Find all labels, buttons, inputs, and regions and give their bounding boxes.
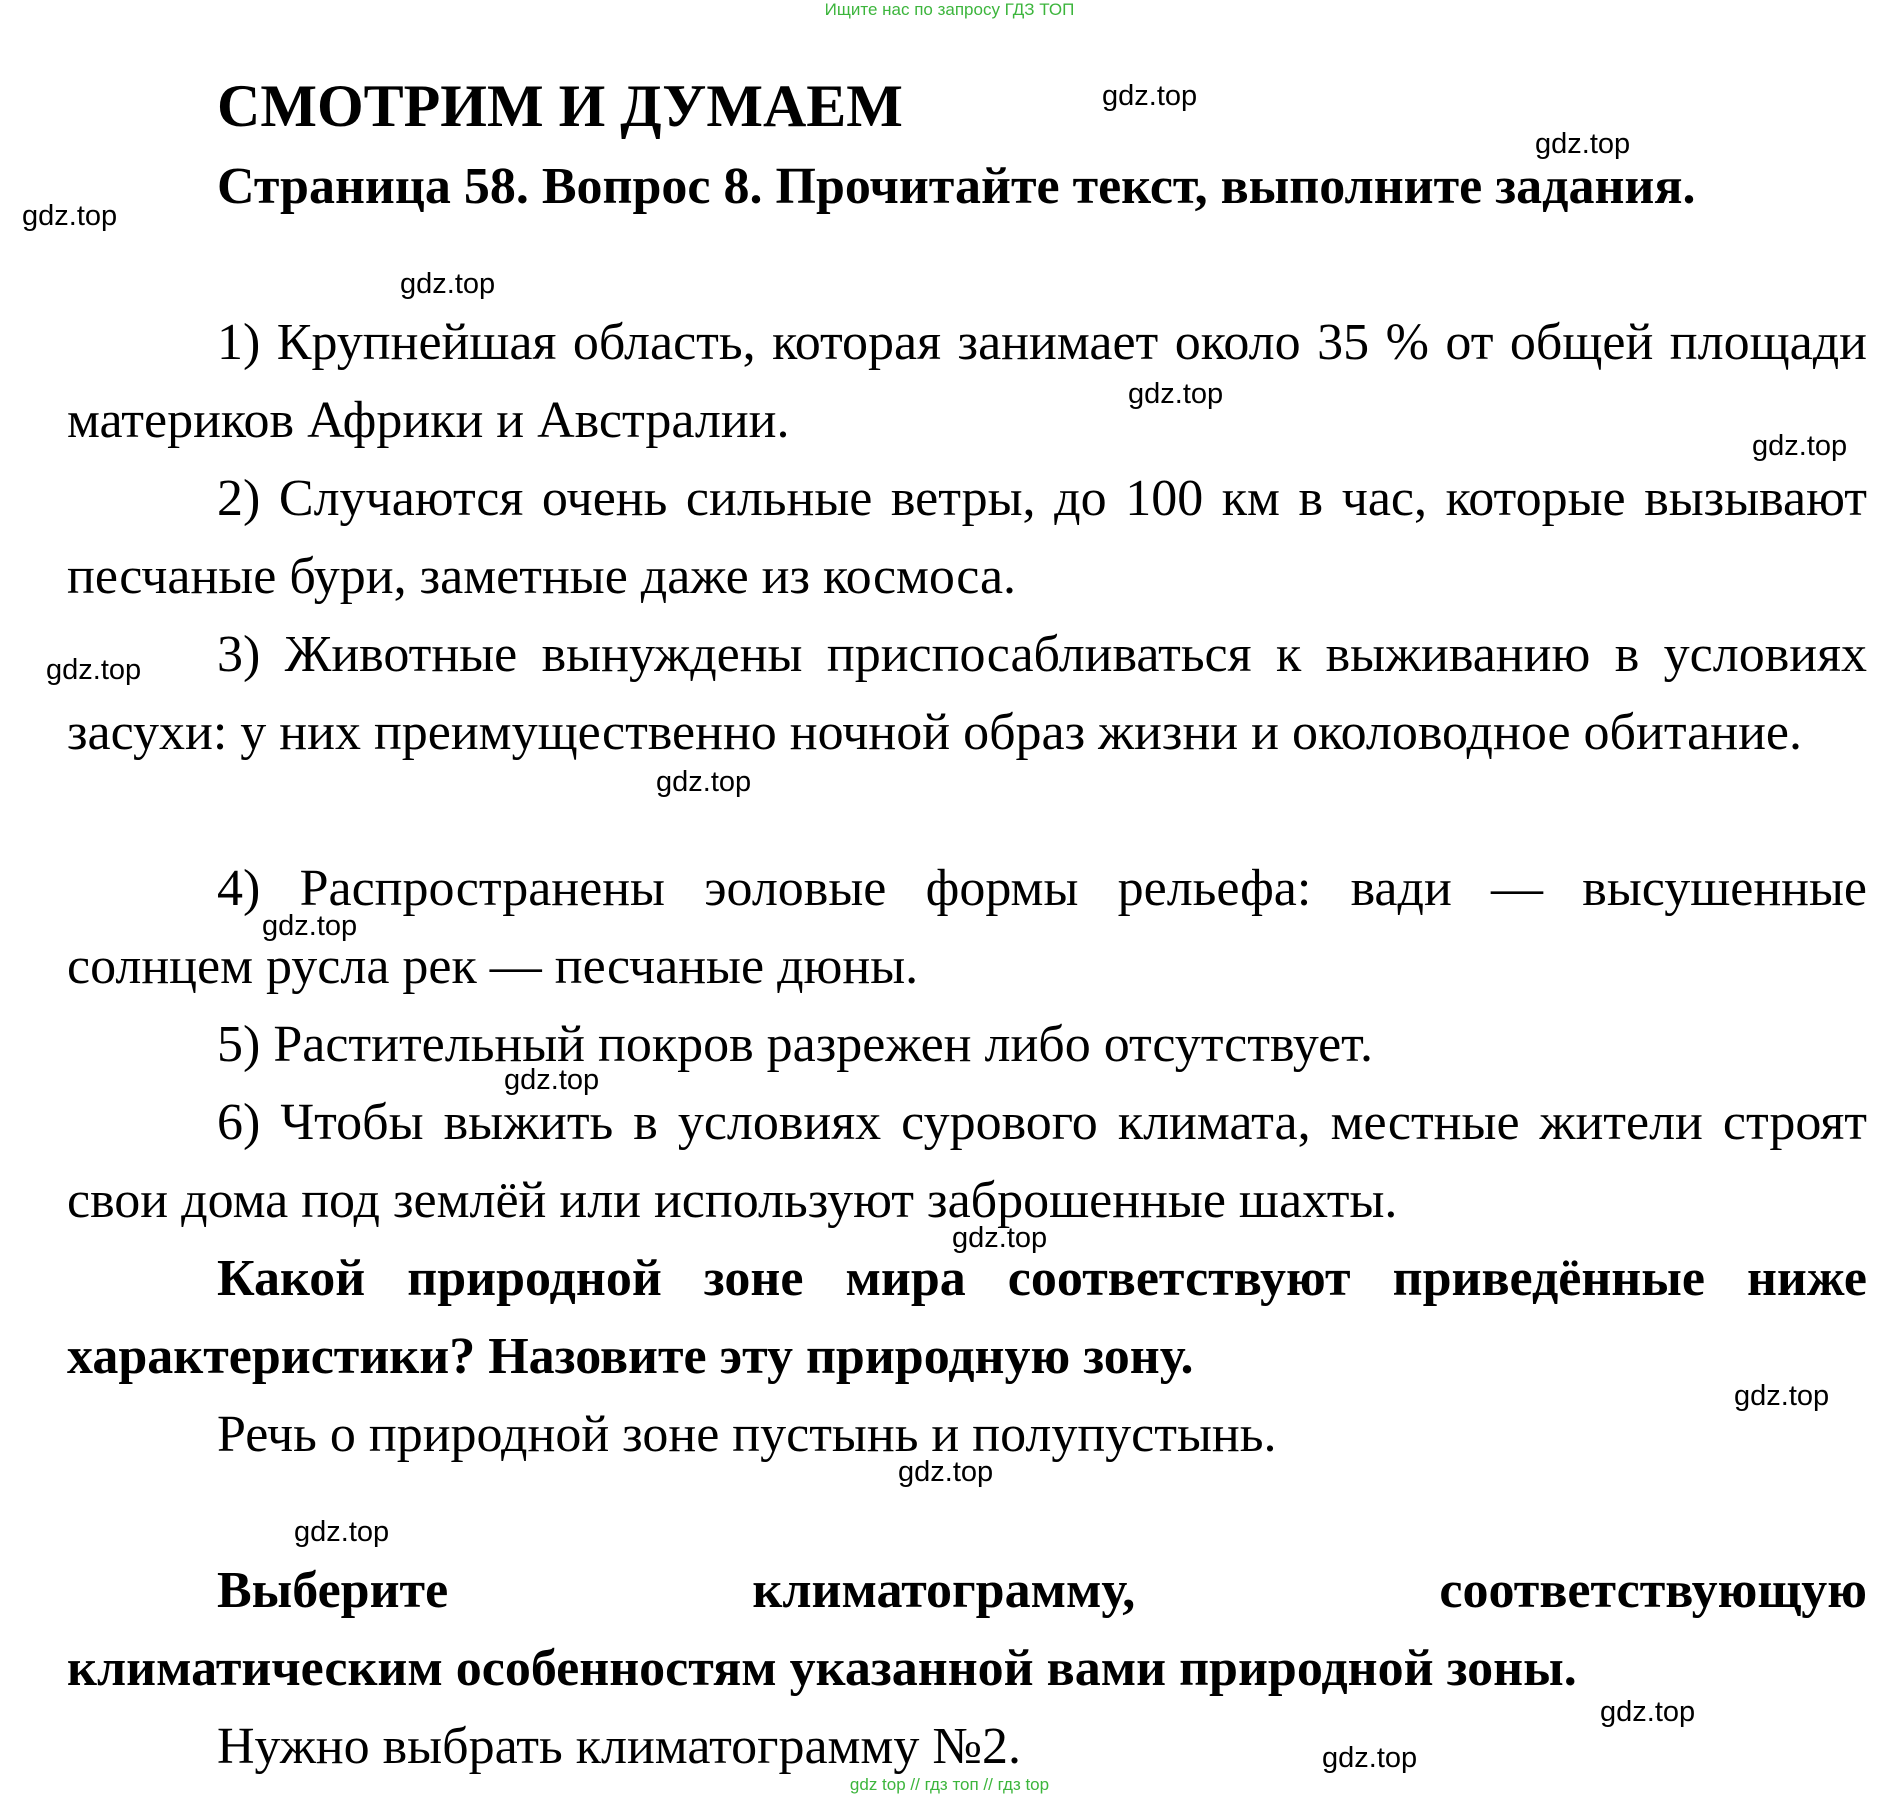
task2-question-line1 — [67, 1552, 1867, 1630]
watermark: gdz.top — [1322, 1742, 1418, 1774]
watermark: gdz.top — [22, 200, 118, 232]
watermark: gdz.top — [1535, 128, 1631, 160]
watermark: gdz.top — [656, 766, 752, 798]
question-heading: Страница 58. Вопрос 8. Прочитайте текст, выполните задания. — [217, 158, 1696, 215]
watermark: gdz.top — [1752, 430, 1848, 462]
watermark: gdz.top — [1600, 1696, 1696, 1728]
header-banner: Ищите нас по запросу ГДЗ ТОП — [824, 0, 1075, 19]
task2-word-1: Выберите — [217, 1562, 449, 1619]
task2-word-2: климатограмму, — [752, 1562, 1136, 1619]
task2-word-3: соответствующую — [1439, 1562, 1867, 1619]
list-item-3: 3) Животные вынуждены приспосабливаться к выживанию в условиях засухи: у них преимущественно ночной образ жизни и околоводное обитание. — [67, 626, 1867, 761]
watermark: gdz.top — [1734, 1380, 1830, 1412]
watermark: gdz.top — [262, 910, 358, 942]
watermark: gdz.top — [952, 1222, 1048, 1254]
list-item-6: 6) Чтобы выжить в условиях сурового климата, местные жители строят свои дома под землёй или используют заброшенные шахты. — [67, 1094, 1867, 1229]
watermark: gdz.top — [400, 268, 496, 300]
watermark: gdz.top — [898, 1456, 994, 1488]
watermark: gdz.top — [46, 654, 142, 686]
watermark: gdz.top — [504, 1064, 600, 1096]
task1-answer: Речь о природной зоне пустынь и полупустынь. — [217, 1406, 1277, 1463]
footer-banner: gdz top // гдз топ // гдз top — [849, 1775, 1050, 1794]
task1-question: Какой природной зоне мира соответствуют приведённые ниже характеристики? Назовите эту природную зону. — [67, 1250, 1867, 1385]
list-item-5: 5) Растительный покров разрежен либо отсутствует. — [217, 1016, 1373, 1073]
task2-answer: Нужно выбрать климатограмму №2. — [217, 1718, 1021, 1775]
watermark: gdz.top — [294, 1516, 390, 1548]
watermark: gdz.top — [1128, 378, 1224, 410]
list-item-2: 2) Случаются очень сильные ветры, до 100 км в час, которые вызывают песчаные бури, заметные даже из космоса. — [67, 470, 1867, 605]
list-item-4: 4) Распространены эоловые формы рельефа: вади — высушенные солнцем русла рек — песчаные дюны. — [67, 860, 1867, 995]
task2-question-line2: климатическим особенностям указанной вами природной зоны. — [67, 1640, 1577, 1697]
watermark: gdz.top — [1102, 80, 1198, 112]
list-item-1: 1) Крупнейшая область, которая занимает около 35 % от общей площади материков Африки и Австралии. — [67, 314, 1867, 449]
section-title: СМОТРИМ И ДУМАЕМ — [217, 73, 903, 139]
